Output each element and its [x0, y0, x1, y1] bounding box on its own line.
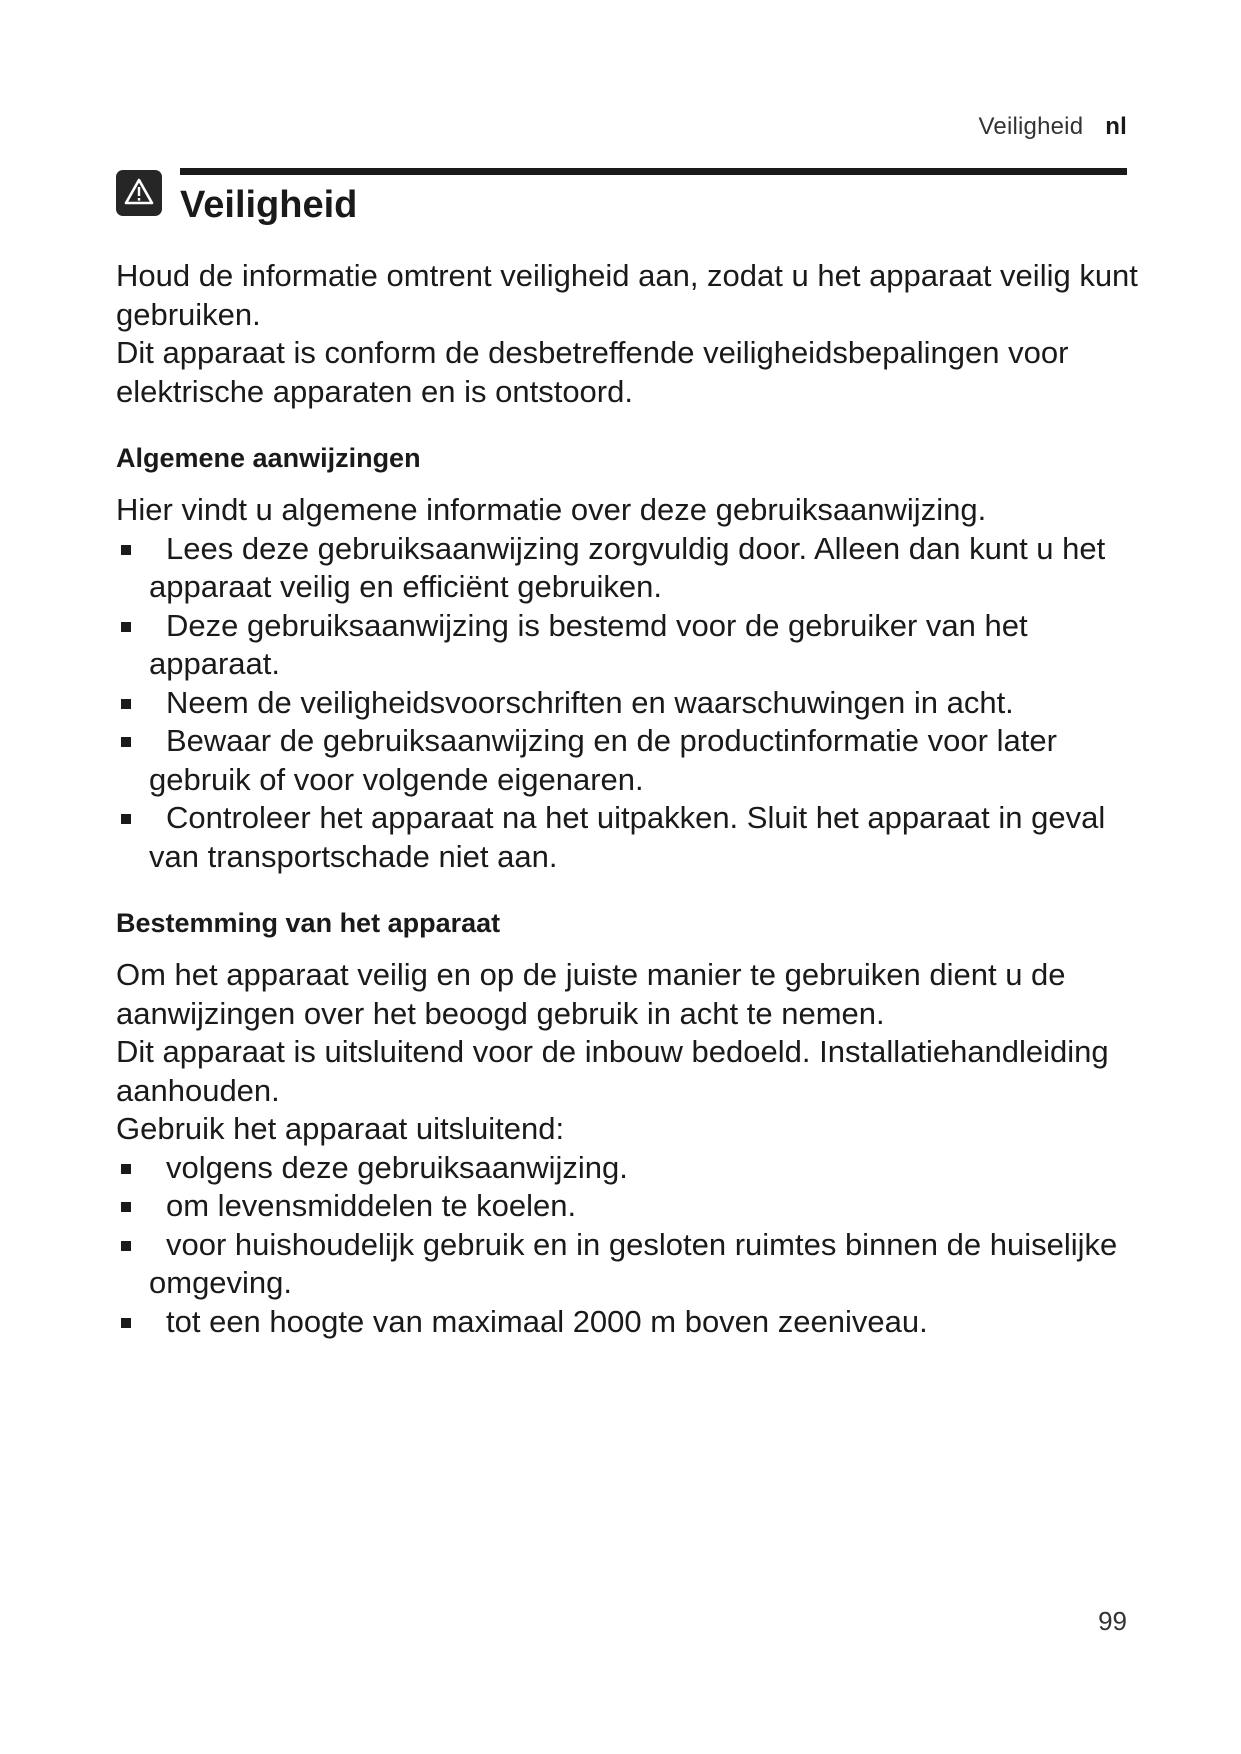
bullet-marker: [121, 1318, 131, 1328]
list-item: Controleer het apparaat na het uitpakken. Sluit het apparaat in geval van transportschade niet aan.: [116, 799, 1146, 876]
title-rule: [180, 168, 1127, 175]
running-header: [979, 113, 1127, 141]
bullet-marker: [121, 1202, 131, 1212]
bullet-marker: [121, 545, 131, 555]
bullet-marker: [121, 737, 131, 747]
warning-triangle-icon: [116, 170, 162, 216]
list-item: om levensmiddelen te koelen.: [116, 1187, 1146, 1226]
page-number: 99: [1098, 1606, 1127, 1636]
bullet-marker: [121, 622, 131, 632]
language-code: nl: [1105, 113, 1127, 140]
bullet-marker: [121, 699, 131, 709]
list-item: Bewaar de gebruiksaanwijzing en de productinformatie voor later gebruik of voor volgende eigenaren.: [116, 722, 1146, 799]
intended-use-paragraph-2: Dit apparaat is uitsluitend voor de inbouw bedoeld. Installatiehandleiding aanhouden.: [116, 1034, 1109, 1108]
section-title: Veiligheid: [180, 184, 358, 226]
list-item: voor huishoudelijk gebruik en in gesloten ruimtes binnen de huiselijke omgeving.: [116, 1226, 1146, 1303]
warning-icon: [116, 170, 162, 216]
intro-paragraph-1: Houd de informatie omtrent veiligheid aan, zodat u het apparaat veilig kunt gebruiken.: [116, 258, 1138, 332]
bullet-marker: [121, 1241, 131, 1251]
bullet-marker: [121, 814, 131, 824]
list-item: volgens deze gebruiksaanwijzing.: [116, 1149, 1146, 1188]
general-lead: Hier vindt u algemene informatie over deze gebruiksaanwijzing.: [116, 492, 987, 527]
bullet-marker: [121, 1164, 131, 1174]
list-item: Lees deze gebruiksaanwijzing zorgvuldig door. Alleen dan kunt u het apparaat veilig en efficiënt gebruiken.: [116, 530, 1146, 607]
general-heading: Algemene aanwijzingen: [116, 443, 421, 473]
list-item: Deze gebruiksaanwijzing is bestemd voor de gebruiker van het apparaat.: [116, 607, 1146, 684]
intended-use-paragraph-3: Gebruik het apparaat uitsluitend:: [116, 1111, 565, 1146]
general-list: [116, 530, 1146, 877]
intended-use-paragraph-1: Om het apparaat veilig en op de juiste manier te gebruiken dient u de aanwijzingen over het beoogd gebruik in acht te nemen.: [116, 957, 1066, 1031]
intended-use-heading: Bestemming van het apparaat: [116, 908, 501, 938]
intended-use-list: [116, 1149, 1146, 1342]
list-item: tot een hoogte van maximaal 2000 m boven zeeniveau.: [116, 1303, 1146, 1342]
running-header-section: Veiligheid: [978, 113, 1084, 140]
intro-paragraph-2: Dit apparaat is conform de desbetreffende veiligheidsbepalingen voor elektrische apparaten en is ontstoord.: [116, 335, 1069, 409]
main-content: [116, 257, 1146, 1341]
list-item: Neem de veiligheidsvoorschriften en waarschuwingen in acht.: [116, 684, 1146, 723]
